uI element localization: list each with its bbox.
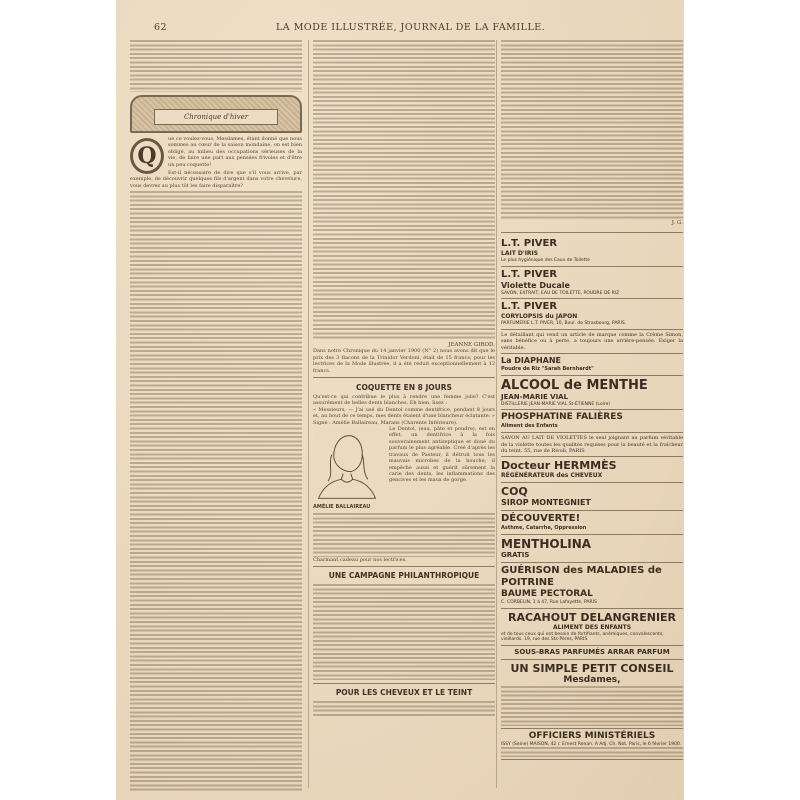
advertisement xyxy=(501,354,683,376)
ad-brand: L.T. PIVER xyxy=(501,238,558,250)
column-3 xyxy=(496,40,683,788)
advertisement xyxy=(501,376,683,411)
advertisement xyxy=(501,410,683,433)
ad-product: Asthme, Catarrhe, Oppression xyxy=(501,525,587,532)
advertisement xyxy=(501,511,683,535)
ad-tagline: DISTILLERIE JEAN-MARIE VIAL St-ÉTIENNE (Loire) xyxy=(501,401,611,407)
ad-product: RÉGÉNÉRATEUR des CHEVEUX xyxy=(501,472,603,480)
ad-product: CORYLOPSIS du JAPON xyxy=(501,313,578,321)
paragraph: Est-il nécessaire de dire que s'il vous arrive, par exemple, de découvrir quelques fils d'argent dans votre chevelure, vous devrez au plus tôt les faire disparaître? xyxy=(130,170,302,189)
page-header xyxy=(116,22,684,36)
intro-paragraph: Q ue ce voulez-vous, Mesdames, étant donné que nous sommes au cœur de la saison mondaine, on est bien obligé, au milieu des occupations sérieuses de la vie, de faire une part aux pensées frivoles et d'être un peu coquette! xyxy=(130,136,302,168)
ad-product: LAIT D'IRIS xyxy=(501,250,539,258)
text-block xyxy=(313,584,495,680)
ad-product: BAUME PECTORAL xyxy=(501,589,593,600)
advertisement xyxy=(501,535,683,563)
text-block xyxy=(501,686,683,726)
ad-brand: Docteur HERMMÈS xyxy=(501,459,617,473)
ad-product: Poudre de Riz "Sarah Bernhardt" xyxy=(501,365,594,372)
advertisement xyxy=(501,299,683,330)
paragraph: « Messieurs, — J'ai usé du Dentol comme dentifrice, pendant 8 jours et, au bout de ce temps, mes dents étaient d'une blancheur éclatante. » xyxy=(313,406,495,420)
text-block xyxy=(313,701,495,717)
journal-title: LA MODE ILLUSTRÉE, JOURNAL DE LA FAMILLE. xyxy=(276,22,546,33)
column-2 xyxy=(308,40,495,788)
ad-brand: COQ xyxy=(501,485,528,499)
ad-tagline: et de tous ceux qui ont besoin de fortifiants, anémiques, convalescents, vieillards. 19, rue des Sts-Pères, PARIS xyxy=(501,631,664,643)
ad-brand: MENTHOLINA xyxy=(501,537,592,552)
section-title: Chronique d'hiver xyxy=(154,109,278,125)
advertisement xyxy=(501,660,683,729)
advertisement xyxy=(501,267,683,300)
ad-tagline: SAVON, EXTRAIT, EAU DE TOILETTE, POUDRE DE RIZ xyxy=(501,290,620,296)
chronique-ornament xyxy=(130,95,302,133)
ad-brand: UN SIMPLE PETIT CONSEIL xyxy=(510,661,674,675)
advertisement xyxy=(501,330,683,354)
text-block xyxy=(313,40,495,340)
ad-brand: L.T. PIVER xyxy=(501,268,558,280)
ad-product: Violette Ducale xyxy=(501,280,570,290)
ad-brand: L.T. PIVER xyxy=(501,301,558,313)
paragraph: Qu'est-ce qui contribue le plus à rendre une femme jolie? C'est assurément de belles dents blanches. Eh bien, lisez : xyxy=(313,394,495,407)
advertisement xyxy=(501,646,683,660)
ad-brand: RACAHOUT DELANGRENIER xyxy=(507,610,677,624)
advertisement xyxy=(501,483,683,511)
ad-brand: DÉCOUVERTE! xyxy=(501,513,581,525)
ad-product: JEAN-MARIE VIAL xyxy=(501,392,569,401)
coquette-title: COQUETTE EN 8 JOURS xyxy=(356,383,452,393)
advertisement xyxy=(501,433,683,457)
column-1 xyxy=(130,40,302,788)
ad-tagline: PARFUMERIE L.T. PIVER, 10, Boul. de Strasbourg, PARIS. xyxy=(501,321,627,327)
page-number: 62 xyxy=(154,22,168,33)
ad-brand: La DIAPHANE xyxy=(501,355,561,365)
ad-brand: SOUS-BRAS PARFUMÉS ARRAR PARFUM xyxy=(514,647,670,656)
dropcap: Q xyxy=(130,138,164,174)
campagne-title: UNE CAMPAGNE PHILANTHROPIQUE xyxy=(328,571,480,581)
signature: J. G. xyxy=(671,220,683,226)
ad-tagline: Le plus hygiénique des Eaux de Toilette xyxy=(501,258,591,264)
ad-text: Le détaillant qui vend un article de marque comme la Crème Simon, sans bénéfice ou à perte, a toujours une arrière-pensée. Exiger la véritable. xyxy=(501,331,683,351)
portrait-caption: AMÉLIE BALLAIREAU xyxy=(313,504,371,511)
advertisement xyxy=(501,609,683,646)
newspaper-page xyxy=(116,0,684,800)
ad-product: SIROP MONTEGNIET xyxy=(501,498,591,508)
ad-brand: OFFICIERS MINISTÉRIELS xyxy=(528,730,656,741)
advertisement xyxy=(501,457,683,483)
portrait-illustration xyxy=(313,428,385,511)
ad-brand: GUÉRISON des MALADIES de POITRINE xyxy=(501,565,662,589)
note: Dans notre Chronique du 14 janvier 1900 (N° 2) nous avons dit que le prix des 3 flacons de la Trinidor Verdoni, était de 15 francs; pour les lectrices de la Mode illustrée, il a été réduit exceptionnellement à 12 francs. xyxy=(313,348,495,374)
ad-brand: ALCOOL de MENTHE xyxy=(501,377,648,393)
text-block xyxy=(313,513,495,557)
cheveux-title: POUR LES CHEVEUX ET LE TEINT xyxy=(335,688,473,698)
ad-product: ALIMENT DES ENFANTS xyxy=(552,623,632,631)
ad-tagline: C. CORBELIN, 1 à 47, Rue Lafayette, PARIS xyxy=(501,600,597,606)
paragraph: Charmant cadeau pour nos lectrices. xyxy=(313,557,407,564)
advertisement xyxy=(501,729,683,761)
ad-product: Mesdames, xyxy=(563,674,621,685)
paragraph: Le Dentol, (eau, pâte et poudre), est en effet, un dentifrice à la fois souverainement antiseptique et doué du parfum le plus agréable. Créé d'après les travaux de Pasteur, il détruit tous les mauvais microbes de la bouche; il empêche aussi et guérit sûrement la carie des dents, les inflammations des gencives et les maux de gorge. xyxy=(389,426,495,484)
ad-tagline: ISSY (Seine) MAISON, 42 r. Ernest Renan. A Adj. Ch. Not. Paris, le 6 février 1900. xyxy=(501,741,682,747)
paragraph: Signé : Amélie Ballaireau, Marans (Charente Inférieure). xyxy=(313,419,458,426)
advertisement xyxy=(501,563,683,609)
text-block xyxy=(130,191,302,791)
text-block xyxy=(501,747,683,757)
ad-brand: PHOSPHATINE FALIÈRES xyxy=(501,412,623,423)
woman-portrait-icon xyxy=(313,428,381,504)
text-block xyxy=(501,40,683,220)
advertisement xyxy=(501,236,683,267)
text-block xyxy=(130,40,302,92)
advertisements xyxy=(501,236,683,760)
ad-text: SAVON AU LAIT DE VIOLETTES le seul joignant au parfum véritable de la violette toutes les qualités requises pour la beauté et la fraîcheur du teint. 55, rue de Rivoli, PARIS xyxy=(501,435,683,454)
ad-product: Aliment des Enfants xyxy=(501,423,558,430)
ad-product: GRATIS xyxy=(501,551,530,560)
signature: JEANNE GIROD. xyxy=(448,342,495,348)
